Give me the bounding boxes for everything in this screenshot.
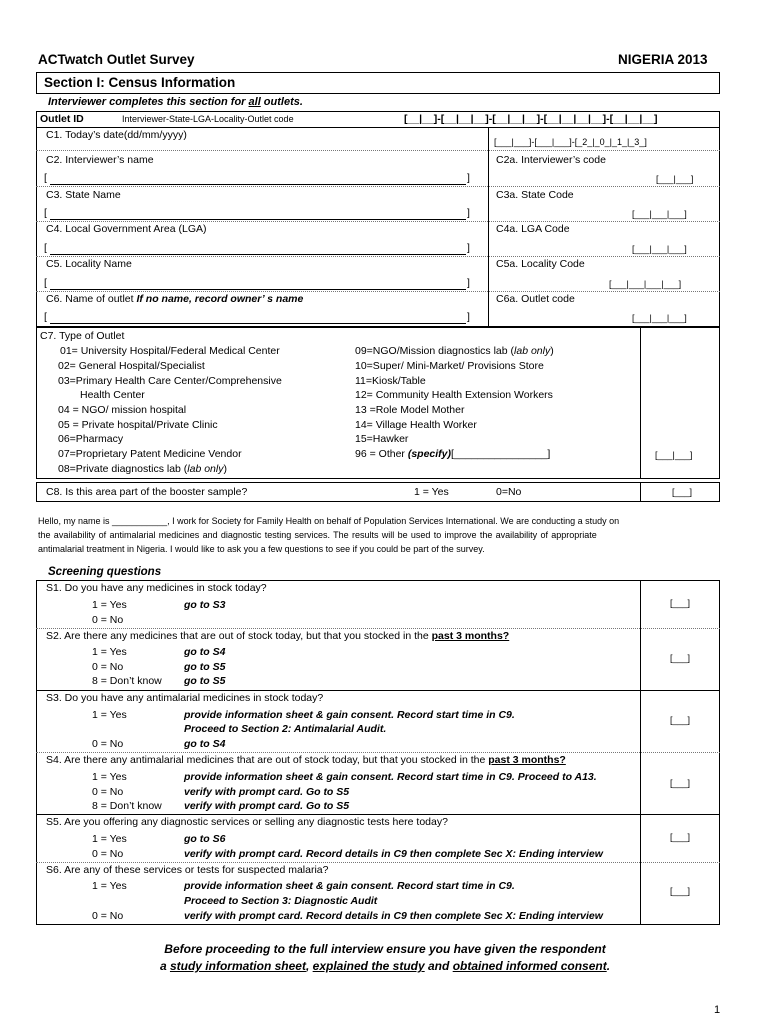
s6-instruction: verify with prompt card. Record details in C9 then complete Sec X: Ending interview [184, 910, 603, 922]
c4-lga-field[interactable] [50, 254, 466, 255]
outlet-id-boxes[interactable]: [__|__]-[__|__|__]-[__|__|__]-[__|__|__|__]-[__|__|__] [404, 113, 658, 125]
c3-state-field[interactable] [50, 219, 466, 220]
s1-question: S1. Do you have any medicines in stock today? [46, 582, 267, 594]
intro-line: antimalarial treatment in Nigeria. I would like to ask you a few questions to see if you could be part of the survey. [38, 544, 485, 554]
c7-option: 14= Village Health Worker [355, 419, 477, 431]
c8-yes: 1 = Yes [414, 486, 449, 498]
survey-title: ACTwatch Outlet Survey [38, 52, 195, 67]
s5-instruction: go to S6 [184, 833, 226, 845]
s2-instruction: go to S4 [184, 646, 226, 658]
c7-option: 02= General Hospital/Specialist [58, 360, 205, 372]
s4-answer: 0 = No [92, 786, 124, 798]
c6-label: C6. Name of outlet If no name, record owner’ s name [46, 293, 304, 305]
c5-label: C5. Locality Name [46, 258, 132, 270]
c3a-code-box[interactable]: [___|___|___] [632, 209, 687, 219]
s4-instruction: verify with prompt card. Go to S5 [184, 800, 350, 812]
c7-option: 05 = Private hospital/Private Clinic [58, 419, 218, 431]
intro-line: Hello, my name is ___________, I work for Society for Family Health on behalf of Population Services International. We are conducting a study on [38, 516, 620, 526]
s4-instruction: verify with prompt card. Go to S5 [184, 786, 350, 798]
screening-title: Screening questions [48, 566, 162, 578]
c3-label: C3. State Name [46, 189, 121, 201]
c7-option: 11=Kiosk/Table [355, 375, 426, 387]
s2-answer: 0 = No [92, 661, 124, 673]
c8-no: 0=No [496, 486, 522, 498]
footer-line-2: a study information sheet, explained the study and obtained informed consent. [159, 959, 611, 973]
c7-option: 04 = NGO/ mission hospital [58, 404, 187, 416]
c7-option: 13 =Role Model Mother [355, 404, 465, 416]
c1-date-boxes[interactable]: [___|___]-[___|___]-[_2_|_0_|_1_|_3_] [494, 137, 647, 147]
s2-box[interactable]: [___] [670, 653, 691, 663]
c7-option: 12= Community Health Extension Workers [355, 389, 553, 401]
s3-box[interactable]: [___] [670, 715, 691, 725]
c6-outlet-name-field[interactable] [50, 323, 466, 324]
s4-answer: 8 = Don’t know [92, 800, 162, 812]
s1-answer: 1 = Yes [92, 599, 127, 611]
c7-option: 08=Private diagnostics lab (lab only) [58, 463, 227, 475]
c4a-code-box[interactable]: [___|___|___] [632, 244, 687, 254]
c5a-code-box[interactable]: [___|___|___|___] [609, 279, 682, 289]
s4-question: S4. Are there any antimalarial medicines that are out of stock today, but that you stocked in the past 3 months? [46, 754, 566, 766]
c6a-code-box[interactable]: [___|___|___] [632, 313, 687, 323]
c8-box[interactable]: [___] [672, 487, 693, 497]
c2a-label: C2a. Interviewer’s code [496, 154, 606, 166]
s3-answer: 0 = No [92, 738, 124, 750]
s1-instruction: go to S3 [184, 599, 226, 611]
footer-line-1: Before proceeding to the full interview ensure you have given the respondent [164, 942, 606, 956]
c7-option: 10=Super/ Mini-Market/ Provisions Store [355, 360, 544, 372]
s6-instruction: provide information sheet & gain consent. Record start time in C9. [184, 880, 515, 892]
c7-option: 06=Pharmacy [58, 433, 124, 445]
s5-question: S5. Are you offering any diagnostic services or selling any diagnostic tests here today? [46, 816, 448, 828]
c7-option-other: 96 = Other (specify)[________________] [355, 448, 551, 460]
c7-option: Health Center [80, 389, 145, 401]
s5-answer: 1 = Yes [92, 833, 127, 845]
s3-instruction: provide information sheet & gain consent. Record start time in C9. [184, 709, 515, 721]
s1-box[interactable]: [___] [670, 598, 691, 608]
s5-instruction: verify with prompt card. Record details in C9 then complete Sec X: Ending interview [184, 848, 603, 860]
c7-option: 03=Primary Health Care Center/Comprehensive [58, 375, 282, 387]
s2-answer: 8 = Don’t know [92, 675, 162, 687]
s3-answer: 1 = Yes [92, 709, 127, 721]
s4-instruction: provide information sheet & gain consent. Record start time in C9. Proceed to A13. [184, 771, 597, 783]
c7-option: 09=NGO/Mission diagnostics lab (lab only) [355, 345, 554, 357]
country-year: NIGERIA 2013 [618, 52, 708, 67]
s1-answer: 0 = No [92, 614, 124, 626]
intro-line: the availability of antimalarial medicines and diagnostic testing services. The results will be used to improve the availability of appropriate [38, 530, 597, 540]
c8-label: C8. Is this area part of the booster sample? [46, 486, 248, 498]
s6-answer: 1 = Yes [92, 880, 127, 892]
s5-answer: 0 = No [92, 848, 124, 860]
s6-question: S6. Are any of these services or tests for suspected malaria? [46, 864, 329, 876]
s6-answer: 0 = No [92, 910, 124, 922]
c7-option: 07=Proprietary Patent Medicine Vendor [58, 448, 242, 460]
s2-question: S2. Are there any medicines that are out of stock today, but that you stocked in the past 3 months? [46, 630, 510, 642]
c4a-label: C4a. LGA Code [496, 223, 570, 235]
c2a-code-box[interactable]: [___|___] [656, 174, 694, 184]
page-number: 1 [714, 1004, 721, 1016]
s3-instruction: Proceed to Section 2: Antimalarial Audit. [184, 723, 387, 735]
s3-instruction: go to S4 [184, 738, 226, 750]
outlet-id-format: Interviewer-State-LGA-Locality-Outlet code [122, 114, 294, 124]
s5-box[interactable]: [___] [670, 832, 691, 842]
c7-option: 01= University Hospital/Federal Medical Center [60, 345, 280, 357]
s2-instruction: go to S5 [184, 661, 226, 673]
s4-answer: 1 = Yes [92, 771, 127, 783]
outlet-id-label: Outlet ID [40, 113, 84, 125]
s4-box[interactable]: [___] [670, 778, 691, 788]
c2-name-field[interactable] [50, 184, 466, 185]
c2-label: C2. Interviewer’s name [46, 154, 154, 166]
c7-type-box[interactable]: [___|___] [655, 450, 693, 460]
s6-box[interactable]: [___] [670, 886, 691, 896]
s6-instruction: Proceed to Section 3: Diagnostic Audit [184, 895, 378, 907]
section-title: Section I: Census Information [44, 75, 236, 90]
c3a-label: C3a. State Code [496, 189, 574, 201]
s3-question: S3. Do you have any antimalarial medicines in stock today? [46, 692, 324, 704]
s2-instruction: go to S5 [184, 675, 226, 687]
section-instruction: Interviewer completes this section for all outlets. [48, 96, 303, 108]
c6a-label: C6a. Outlet code [496, 293, 575, 305]
c5a-label: C5a. Locality Code [496, 258, 585, 270]
c1-label: C1. Today’s date(dd/mm/yyyy) [46, 129, 187, 141]
c7-option: 15=Hawker [355, 433, 409, 445]
c4-label: C4. Local Government Area (LGA) [46, 223, 207, 235]
c5-locality-field[interactable] [50, 289, 466, 290]
c7-label: C7. Type of Outlet [40, 330, 125, 342]
s2-answer: 1 = Yes [92, 646, 127, 658]
